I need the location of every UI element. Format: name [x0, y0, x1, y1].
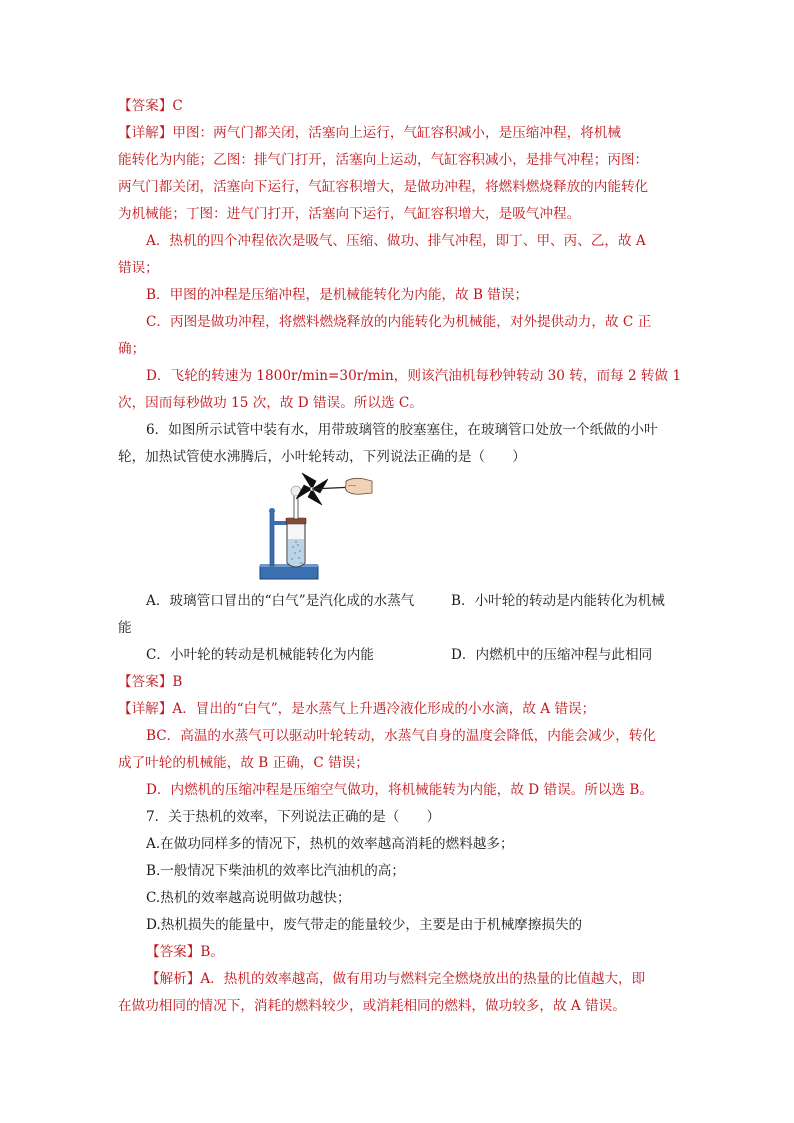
- detail-text: 甲图：两气门都关闭，活塞向上运行，气缸容积减小，是压缩冲程，将机械: [172, 125, 621, 141]
- question-7-stem: 7．关于热机的效率，下列说法正确的是（ ）: [146, 809, 441, 825]
- stand-knob: [269, 508, 275, 514]
- option-b-cont: 能: [118, 620, 132, 636]
- analysis-text: A．热机的效率越高，做有用功与燃料完全燃烧放出的热量的比值越大，即: [200, 971, 646, 987]
- question-6-stem-cont: 轮，加热试管使水沸腾后，小叶轮转动，下列说法正确的是（ ）: [118, 449, 526, 465]
- analysis-tag: 【解析】: [146, 971, 201, 987]
- answer-tag: 【答案】: [118, 674, 173, 690]
- analysis-line: [146, 970, 706, 988]
- option-d: D.热机损失的能量中，废气带走的能量较少，主要是由于机械摩擦损失的: [146, 917, 583, 933]
- answer-line: [118, 673, 678, 691]
- explanation-d: D．内燃机的压缩冲程是压缩空气做功，将机械能转为内能，故 D 错误。所以选 B。: [146, 782, 653, 798]
- option-a: A.在做功同样多的情况下，热机的效率越高消耗的燃料越多；: [146, 836, 514, 852]
- explanation-a: A．热机的四个冲程依次是吸气、压缩、做功、排气冲程，即丁、甲、丙、乙，故 A: [146, 233, 646, 249]
- explanation-d: D．飞轮的转速为 1800r/min=30r/min，则该汽油机每秒钟转动 30 转，而每 2 转做 1: [146, 368, 682, 384]
- detail-text: 为机械能；丁图：进气门打开，活塞向下运行，气缸容积增大，是吸气冲程。: [118, 206, 581, 222]
- option-c: C.热机的效率越高说明做功越快；: [146, 890, 351, 906]
- explanation-b: B．甲图的冲程是压缩冲程，是机械能转化为内能，故 B 错误；: [146, 287, 529, 303]
- explanation-bc: BC．高温的水蒸气可以驱动叶轮转动，水蒸气自身的温度会降低，内能会减少，转化: [146, 728, 657, 744]
- answer-value: C: [172, 98, 183, 114]
- option-b: B．小叶轮的转动是内能转化为机械: [451, 593, 665, 609]
- question-6-options-row-2: [146, 646, 681, 664]
- explanation-d-cont: 次，因而每秒做功 15 次，故 D 错误。所以选 C。: [118, 395, 423, 411]
- detail-text: A．冒出的“白气”，是水蒸气上升遇冷液化形成的小水滴，故 A 错误；: [172, 701, 596, 717]
- detail-line: [118, 124, 678, 142]
- option-d: D．内燃机中的压缩冲程与此相同: [451, 647, 653, 663]
- detail-tag: 【详解】: [118, 701, 173, 717]
- explanation-bc-cont: 成了叶轮的机械能，故 B 正确，C 错误；: [118, 755, 369, 771]
- answer-line: [146, 943, 706, 961]
- detail-text: 能转化为内能；乙图：排气门打开，活塞向上运动，气缸容积减小，是排气冲程；丙图：: [118, 152, 649, 168]
- stand-rod: [270, 509, 274, 566]
- analysis-text-cont: 在做功相同的情况下，消耗的燃料较少，或消耗相同的燃料，做功较多，故 A 错误。: [118, 998, 626, 1014]
- hand: [345, 478, 372, 494]
- detail-text: 两气门都关闭，活塞向下运行，气缸容积增大，是做功冲程，将燃料燃烧释放的内能转化: [118, 179, 649, 195]
- detail-line: [118, 700, 678, 718]
- test-tube-pinwheel-figure: [258, 467, 374, 585]
- stand-base: [260, 566, 318, 579]
- option-c: C．小叶轮的转动是机械能转化为内能: [146, 647, 374, 663]
- explanation-a-cont: 错误；: [118, 260, 159, 276]
- answer-tag: 【答案】: [118, 98, 173, 114]
- answer-line: [118, 97, 678, 115]
- explanation-c-cont: 确；: [118, 341, 146, 357]
- question-6-options-row-1: [146, 592, 681, 610]
- explanation-c: C．丙图是做功冲程，将燃料燃烧释放的内能转化为机械能，对外提供动力，故 C 正: [146, 314, 652, 330]
- option-b: B.一般情况下柴油机的效率比汽油机的高；: [146, 863, 405, 879]
- answer-value: B: [172, 674, 183, 690]
- detail-tag: 【详解】: [118, 125, 173, 141]
- answer-tag: 【答案】: [146, 944, 201, 960]
- answer-value: B。: [200, 944, 224, 960]
- option-a: A．玻璃管口冒出的“白气”是汽化成的水蒸气: [146, 593, 415, 609]
- question-6-stem: 6．如图所示试管中装有水，用带玻璃管的胶塞塞住，在玻璃管口处放一个纸做的小叶: [146, 422, 658, 438]
